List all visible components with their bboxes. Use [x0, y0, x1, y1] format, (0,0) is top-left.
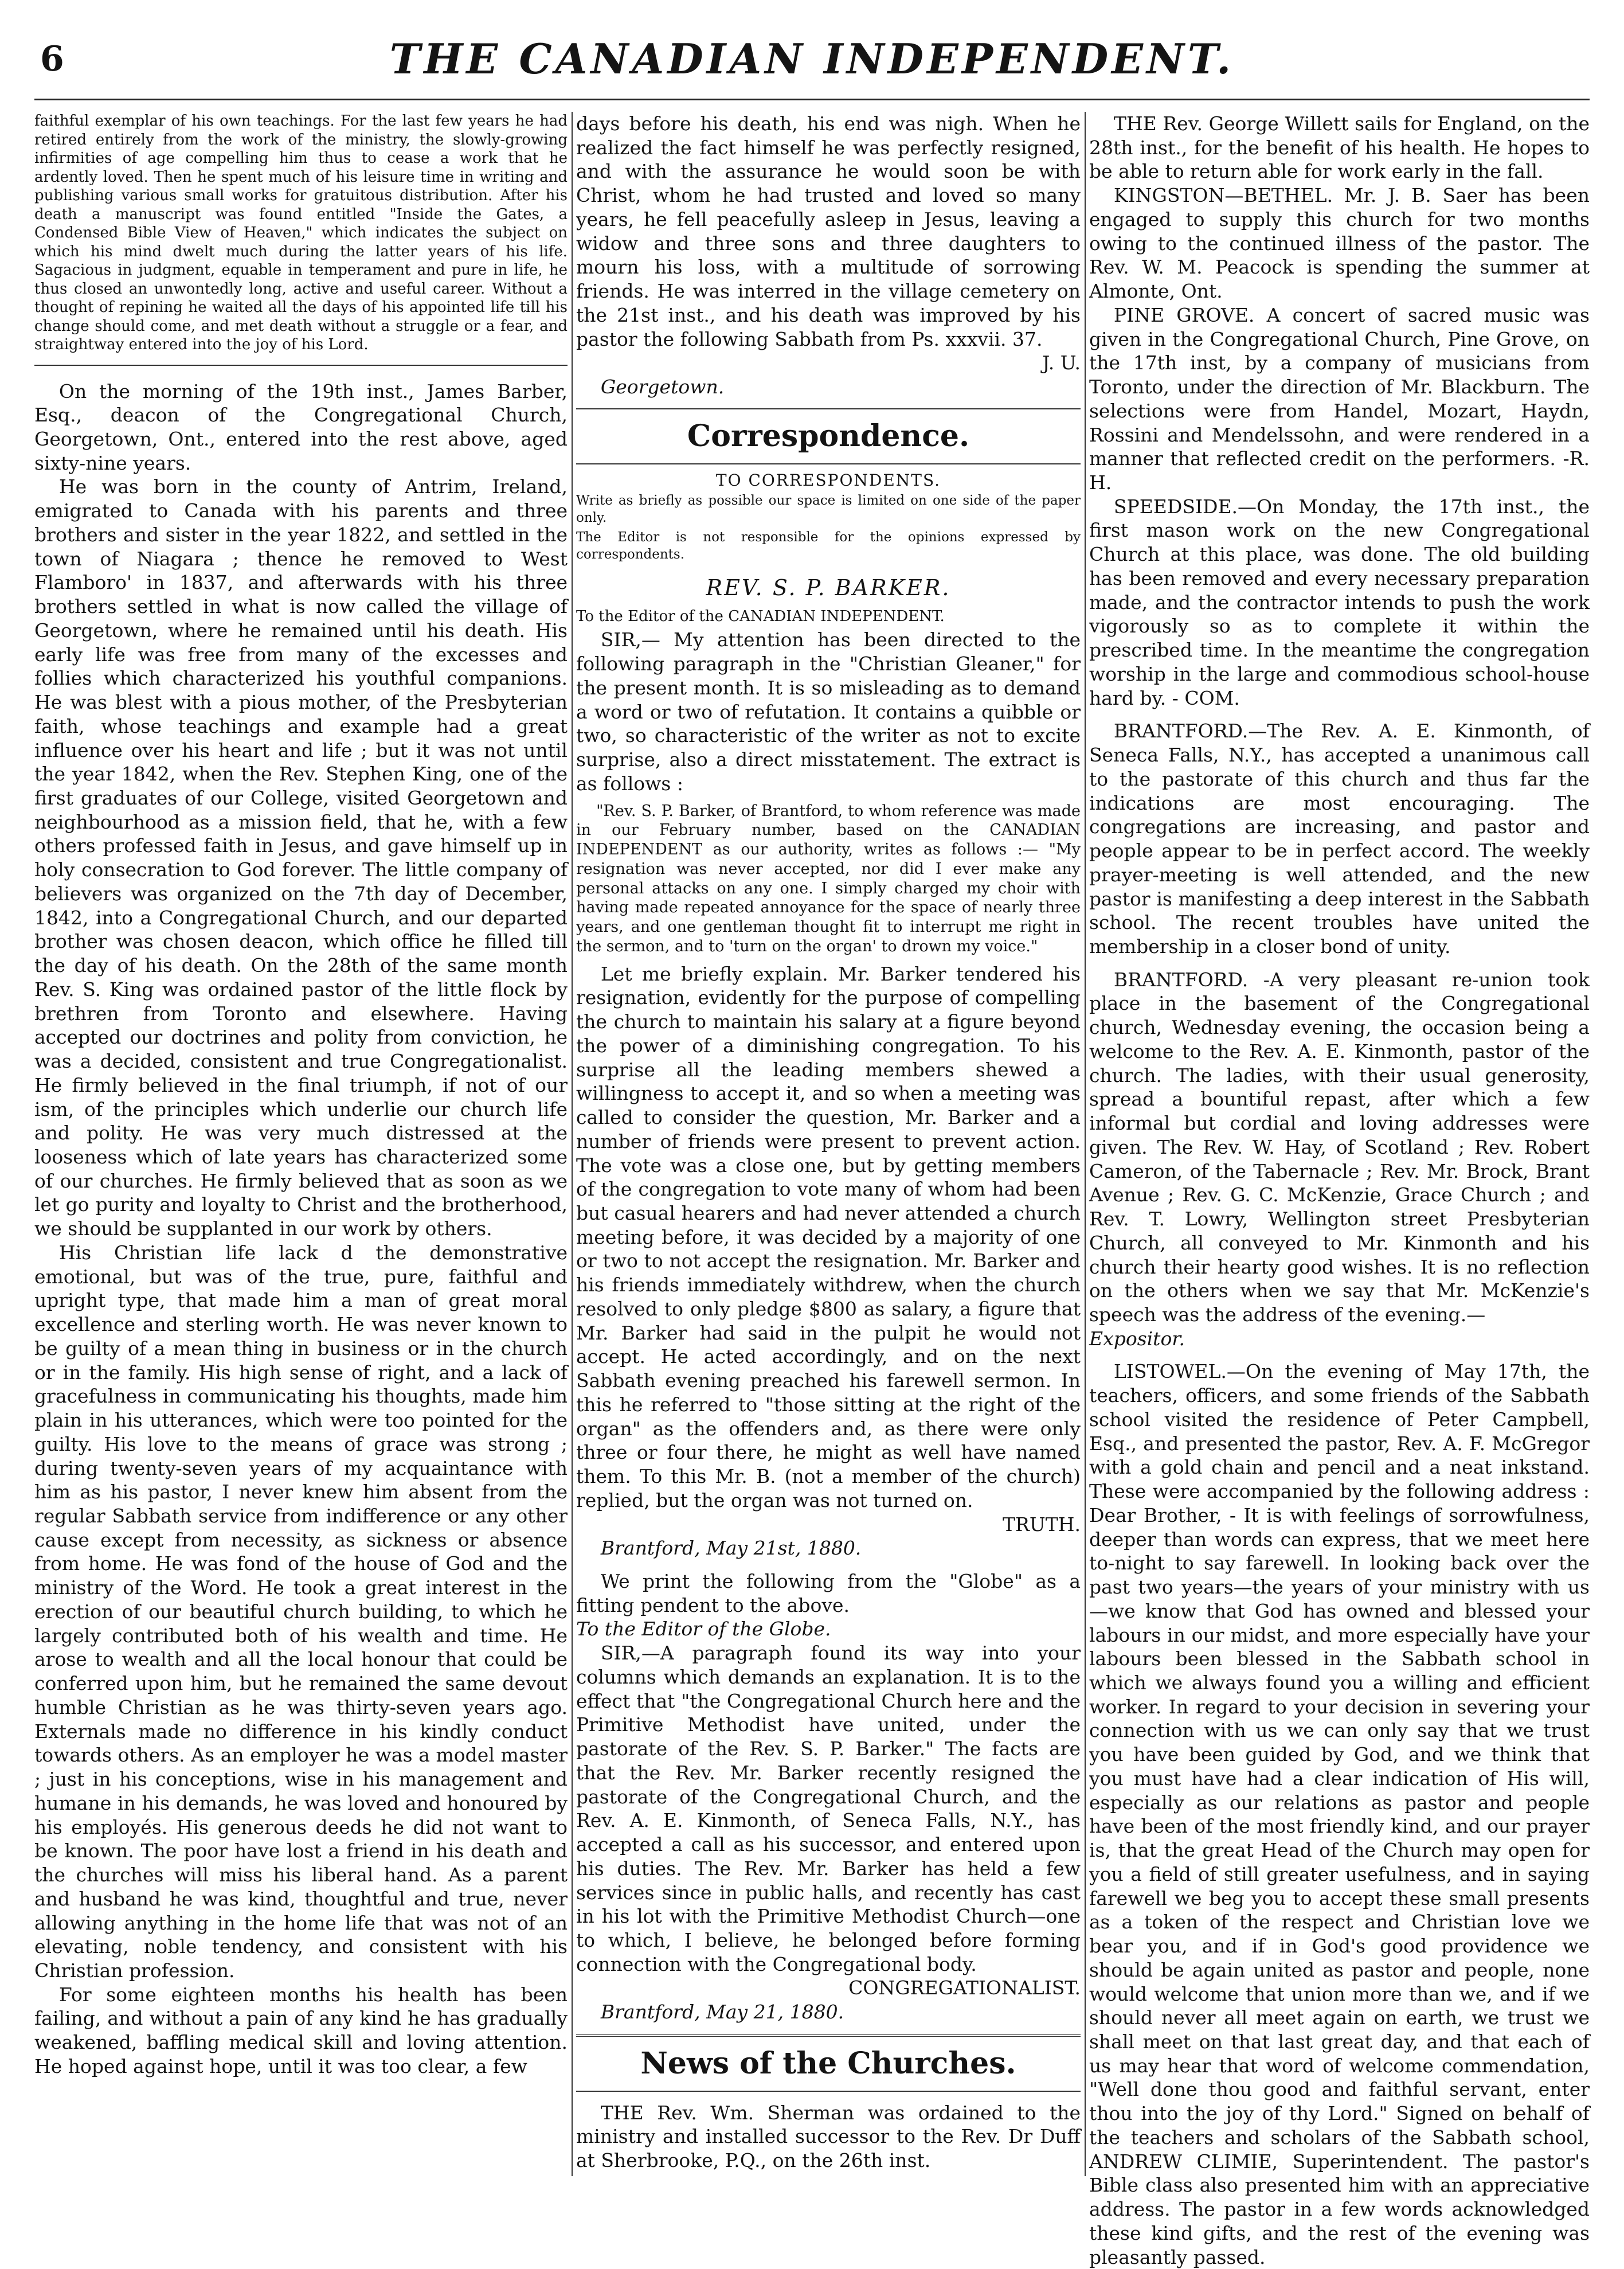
news-kingston: KINGSTON—BETHEL. Mr. J. B. Saer has been engaged to supply this church for two months owing to the continued illness of the pastor. The Rev. W. M. Peacock is spending the summer at Almonte, Ont. [1089, 184, 1590, 303]
letter-quote: "Rev. S. P. Barker, of Brantford, to whom reference was made in our February number, based on the CANADIAN INDEPENDENT as our authority, writes as follows :— "My resignation was never accepted, nor did I ever make any personal attacks on any one. I simply charged my choir with having made repeated annoyance for the space of nearly three years, and one gentleman thought fit to interrupt me right in the sermon, and to 'turn on the organ' to drown my voice." [576, 802, 1081, 955]
barber-place: Georgetown. [600, 376, 725, 399]
column-3 [1089, 112, 1590, 2268]
globe-paragraph: SIR,—A paragraph found its way into your columns which demands an explanation. It is to the effect that "the Congregational Church here and the Primitive Methodist have united, under the pastorate of the Rev. S. P. Barker." The facts are that the Rev. Mr. Barker recently resigned the pastorate of the Congregational Church, and the Rev. A. E. Kinmonth, of Seneca Falls, N.Y., has accepted a call as his successor, and entered upon his duties. The Rev. Mr. Barker has held a few services since in public halls, and recently has cast in his lot with the Primitive Methodist Church—one to which, I believe, he belonged before forming connection with the Congregational body. [576, 1642, 1081, 1975]
to-correspondents-heading: TO CORRESPONDENTS. [715, 470, 941, 490]
correspondents-note-1: Write as briefly as possible our space is limited on one side of the paper only. [576, 493, 1081, 525]
correspondents-note-2: The Editor is not responsible for the opinions expressed by correspondents. [576, 529, 1081, 562]
correspondence-heading: Correspondence. [576, 408, 1081, 464]
barber-paragraph-1: On the morning of the 19th inst., James Barber, Esq., deacon of the Congregational Church, Georgetown, Ont., entered into the rest above, aged sixty-nine years. [34, 380, 568, 474]
letter-address: To the Editor of the CANADIAN INDEPENDENT. [576, 607, 945, 625]
letter-title: REV. S. P. BARKER. [706, 575, 951, 600]
barber-paragraph-3: His Christian life lack d the demonstrative emotional, but was of the true, pure, faithful and upright type, that made him a man of great moral excellence and sterling worth. He was never known to be guilty of a mean thing in business or in the church or in the family. His high sense of right, and a lack of gracefulness in communicating his thoughts, made him plain in his utterances, which were too pointed for the guilty. His love to the means of grace was strong ; during twenty-seven years of my acquaintance with him as his pastor, I never knew him absent from the regular Sabbath service from indifference or any other cause except from necessity, as sickness or absence from home. He was fond of the house of God and the ministry of the Word. He took a great interest in the erection of our beautiful church building, to which he largely contributed both of his wealth and time. He arose to wealth and all the local honour that could be conferred upon him, but he remained the same devout humble Christian as he was thirty-seven years ago. Externals made no difference in his kindly conduct towards others. As an employer he was a model master ; just in his conceptions, wise in his management and humane in his demands, he was loved and honoured by his employés. His generous deeds he did not want to be known. The poor have lost a friend in his death and the churches will miss his liberal hand. As a parent and husband he was kind, thoughtful and true, never allowing anything in the home life that was not of an elevating, noble tendency, and consistent with his Christian profession. [34, 1241, 568, 1982]
news-speedside: SPEEDSIDE.—On Monday, the 17th inst., the first mason work on the new Congregational Church at this place, was done. The old building has been removed and every necessary preparation made, and the contractor intends to push the work vigorously so as to complete it within the prescribed time. In the meantime the congregation worship in the large and commodious school-house hard by. - COM. [1089, 495, 1590, 709]
news-brantford-2: BRANTFORD. -A very pleasant re-union took place in the basement of the Congregational church, Wednesday evening, the occasion being a welcome to the Rev. A. E. Kinmonth, pastor of the church. The ladies, with their usual generosity, spread a bountiful repast, after which a few informal but cordial and loving addresses were given. The Rev. W. Hay, of Scotland ; Rev. Robert Cameron, of the Tabernacle ; Rev. Mr. Brock, Brant Avenue ; Rev. G. C. McKenzie, Grace Church ; and Rev. T. Lowry, Wellington street Presbyterian Church, all conveyed to Mr. Kinmonth and his church their hearty good wishes. It is no reflection on the others when we say that Mr. McKenzie's speech was the address of the evening.— [1089, 968, 1590, 1326]
brantford-2-source: Expositor. [1089, 1327, 1185, 1350]
news-sherman: THE Rev. Wm. Sherman was ordained to the ministry and installed successor to the Rev. Dr Duff at Sherbrooke, P.Q., on the 26th inst. [576, 2101, 1081, 2172]
column-divider-1 [572, 112, 573, 2176]
masthead-title: THE CANADIAN INDEPENDENT. [389, 34, 1235, 83]
letter-signature: TRUTH. [1003, 1513, 1081, 1536]
letter-paragraph-1: SIR,— My attention has been directed to the following paragraph in the "Christian Gleaner," for the present month. It is so misleading as to demand a word or two of refutation. It contains a quibble or two, so characteristic of the writer as not to excite surprise, also a direct misstatement. The extract is as follows : [576, 628, 1081, 795]
globe-address: To the Editor of the Globe. [576, 1618, 831, 1641]
globe-date: Brantford, May 21, 1880. [600, 2001, 844, 2024]
news-willett: THE Rev. George Willett sails for England, on the 28th inst., for the benefit of his health. He hopes to be able to return able for work early in the fall. [1089, 112, 1590, 183]
barber-signature: J. U. [1042, 352, 1081, 374]
letter-date: Brantford, May 21st, 1880. [600, 1537, 862, 1560]
obituary-tail: faithful exemplar of his own teachings. For the last few years he had retired entirely from the work of the ministry, the slowly-growing infirmities of age compelling him thus to cease a work that he ardently loved. Then he spent much of his leisure time in writing and publishing various small works for gratuitous distribution. After his death a manuscript was found entitled "Inside the Gates, a Condensed Bible View of Heaven," which indicates the subject on which his mind dwelt much during the latter years of his life. Sagacious in judgment, equable in temperament and pure in life, he thus closed an unwontedly long, active and useful career. Without a thought of repining he waited all the days of his appointed life till his change should come, and met death without a struggle or a fear, and straightway entered into the joy of his Lord. [34, 112, 568, 353]
column-2 [576, 112, 1081, 2176]
news-brantford-1: BRANTFORD.—The Rev. A. E. Kinmonth, of Seneca Falls, N.Y., has accepted a unanimous call to the pastorate of this church and thus far the indications are most encouraging. The congregations are increasing, and pastor and people appear to be in perfect accord. The weekly prayer-meeting is well attended, and the new pastor is manifesting a deep interest in the Sabbath school. The recent troubles have united the membership in a closer bond of unity. [1089, 720, 1590, 958]
barber-paragraph-2: He was born in the county of Antrim, Ireland, emigrated to Canada with his parents and three brothers and sister in the year 1822, and settled in the town of Niagara ; thence he removed to West Flamboro' in 1837, and afterwards with his three brothers settled in what is now called the village of Georgetown, where he remained until his death. His early life was free from many of the excesses and follies which characterized his youthful companions. He was blest with a pious mother, of the Presbyterian faith, whose teachings and example had a great influence over his heart and life ; but it was not until the year 1842, when the Rev. Stephen King, one of the first graduates of our College, visited Georgetown and neighbourhood as a mission field, that he, with a few others professed faith in Jesus, and gave himself up in holy consecration to God forever. The little company of believers was organized on the 7th day of December, 1842, into a Congregational Church, and our departed brother was chosen deacon, which office he filled till the day of his death. On the 28th of the same month Rev. S. King was ordained pastor of the little flock by brethren from Toronto and elsewhere. Having accepted our doctrines and polity from conviction, he was a decided, consistent and true Congregationalist. He firmly believed in the final triumph, if not of our ism, of the principles which underlie our church life and polity. He was very much distressed at the looseness which of late years has characterized some of our churches. He firmly believed that as soon as we let go purity and loyalty to Christ and the brotherhood, we should be supplanted in our work by others. [34, 475, 568, 1240]
letter-paragraph-2: Let me briefly explain. Mr. Barker tendered his resignation, evidently for the purpose of compelling the church to maintain his salary at a figure beyond the power of a diminishing congregation. To his surprise all the leading members shewed a willingness to accept it, and so when a meeting was called to consider the question, Mr. Barker and a number of friends were present to prevent action. The vote was a close one, but by getting members of the congregation to vote many of whom had been but casual hearers and had never attended a church meeting before, it was decided by a majority of one or two to not accept the resignation. Mr. Barker and his friends immediately withdrew, when the church resolved to only pledge $800 as salary, a figure that Mr. Barker had said in the pulpit he would not accept. He acted accordingly, and on the next Sabbath evening preached his farewell sermon. In this he referred to "those sitting at the right of the organ" as the offenders and, as there were only three or four there, he might as well have named them. To this Mr. B. (not a member of the church) replied, but the organ was not turned on. [576, 962, 1081, 1512]
header-rule [34, 99, 1590, 100]
page-number: 6 [40, 39, 64, 79]
news-of-churches-heading: News of the Churches. [576, 2034, 1081, 2092]
news-pine-grove: PINE GROVE. A concert of sacred music was given in the Congregational Church, Pine Grove, on the 17th inst, by a company of musicians from Toronto, under the direction of Mr. Blackburn. The selections were from Handel, Mozart, Haydn, Rossini and Mendelssohn, and were rendered in a manner that reflected credit on the performers. -R. H. [1089, 303, 1590, 494]
globe-intro: We print the following from the "Globe" as a fitting pendent to the above. [576, 1569, 1081, 1616]
column-divider-2 [1085, 112, 1086, 2176]
barber-end: days before his death, his end was nigh. When he realized the fact himself he was perfectly resigned, and with the assurance he would soon be with Christ, whom he had trusted and loved so many years, he fell peacefully asleep in Jesus, leaving a widow and three sons and three daughters to mourn his loss, with a multitude of sorrowing friends. He was interred in the village cemetery on the 21st inst., and his death was improved by his pastor the following Sabbath from Ps. xxxvii. 37. [576, 112, 1081, 350]
section-separator [34, 365, 568, 366]
page-header [34, 23, 1590, 97]
barber-paragraph-4: For some eighteen months his health has been failing, and without a pain of any kind he has gradually weakened, baffling medical skill and loving attention. He hoped against hope, until it was too clear, a few [34, 1983, 568, 2077]
column-1 [34, 112, 568, 2176]
globe-signature: CONGREGATIONALIST. [848, 1977, 1081, 1999]
news-listowel: LISTOWEL.—On the evening of May 17th, the teachers, officers, and some friends of the Sabbath school visited the residence of Peter Campbell, Esq., and presented the pastor, Rev. A. F. McGregor with a gold chain and pencil and a neat inkstand. These were accompanied by the following address : Dear Brother, - It is with feelings of sorrowfulness, deeper than words can express, that we meet here to-night to say farewell. In looking back over the past two years—the years of your ministry with us—we know that God has owned and blessed your labours in our midst, and more especially have your labours been blessed in the Sabbath school in which we always found you a willing and efficient worker. In regard to your decision in severing your connection with us we can only say that we trust you have been guided by God, and we think that you must have had a clear indication of His will, especially as our relations as pastor and people have been of the most friendly kind, and our prayer is, that the great Head of the Church may open for you a field of still greater usefulness, and in saying farewell we beg you to accept these small presents as a token of the respect and Christian love we bear you, and if in God's good providence we should be again united as pastor and people, none would welcome that union more than we, and if we should never all meet again on earth, we trust we shall meet on that last great day, and that each of us may hear that word of welcome commendation, "Well done thou good and faithful servant, enter thou into the joy of thy Lord." Signed on behalf of the teachers and scholars of the Sabbath school, ANDREW CLIMIE, Superintendent. The pastor's Bible class also presented him with an appreciative address. The pastor in a few words acknowledged these kind gifts, and the rest of the evening was pleasantly passed. [1089, 1360, 1590, 2268]
